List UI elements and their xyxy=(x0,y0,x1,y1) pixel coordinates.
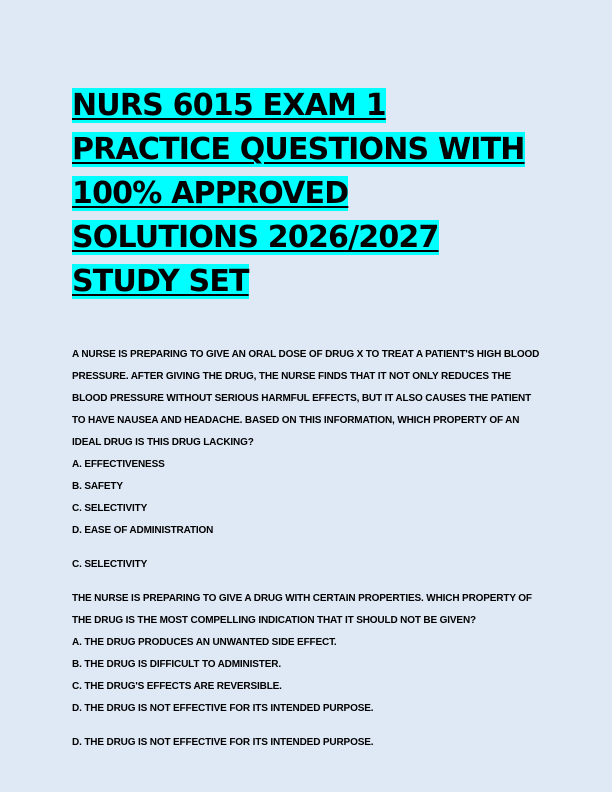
question-2-option-c: C. THE DRUG'S EFFECTS ARE REVERSIBLE. xyxy=(72,681,282,692)
question-2-options xyxy=(72,632,540,720)
question-list xyxy=(72,344,540,754)
question-2-option-b: B. THE DRUG IS DIFFICULT TO ADMINISTER. xyxy=(72,659,281,670)
question-1 xyxy=(72,344,540,576)
question-2-text: THE NURSE IS PREPARING TO GIVE A DRUG WITH CERTAIN PROPERTIES. WHICH PROPERTY OF THE DRUG IS THE MOST COMPELLING INDICATION THAT IT SHOULD NOT BE GIVEN? xyxy=(72,593,532,626)
question-1-options xyxy=(72,454,540,542)
question-1-answer: C. SELECTIVITY xyxy=(72,559,148,570)
document-title-text: NURS 6015 EXAM 1 PRACTICE QUESTIONS WITH 100% APPROVED SOLUTIONS 2026/2027 STUDY SET xyxy=(72,88,525,299)
question-1-option-a: A. EFFECTIVENESS xyxy=(72,459,165,470)
question-2-option-d: D. THE DRUG IS NOT EFFECTIVE FOR ITS INTENDED PURPOSE. xyxy=(72,703,374,714)
question-2 xyxy=(72,588,540,754)
question-1-option-d: D. EASE OF ADMINISTRATION xyxy=(72,525,214,536)
document-title xyxy=(72,84,542,304)
question-2-answer: D. THE DRUG IS NOT EFFECTIVE FOR ITS INTENDED PURPOSE. xyxy=(72,737,374,748)
question-2-option-a: A. THE DRUG PRODUCES AN UNWANTED SIDE EFFECT. xyxy=(72,637,337,648)
question-1-option-c: C. SELECTIVITY xyxy=(72,503,148,514)
question-1-text: A NURSE IS PREPARING TO GIVE AN ORAL DOSE OF DRUG X TO TREAT A PATIENT'S HIGH BLOOD PRESSURE. AFTER GIVING THE DRUG, THE NURSE FINDS THAT IT NOT ONLY REDUCES THE BLOOD PRESSURE WITHOUT SERIOUS HARMFUL EFFECTS, BUT IT ALSO CAUSES THE PATIENT TO HAVE NAUSEA AND HEADACHE. BASED ON THIS INFORMATION, WHICH PROPERTY OF AN IDEAL DRUG IS THIS DRUG LACKING? xyxy=(72,349,540,448)
question-1-option-b: B. SAFETY xyxy=(72,481,123,492)
